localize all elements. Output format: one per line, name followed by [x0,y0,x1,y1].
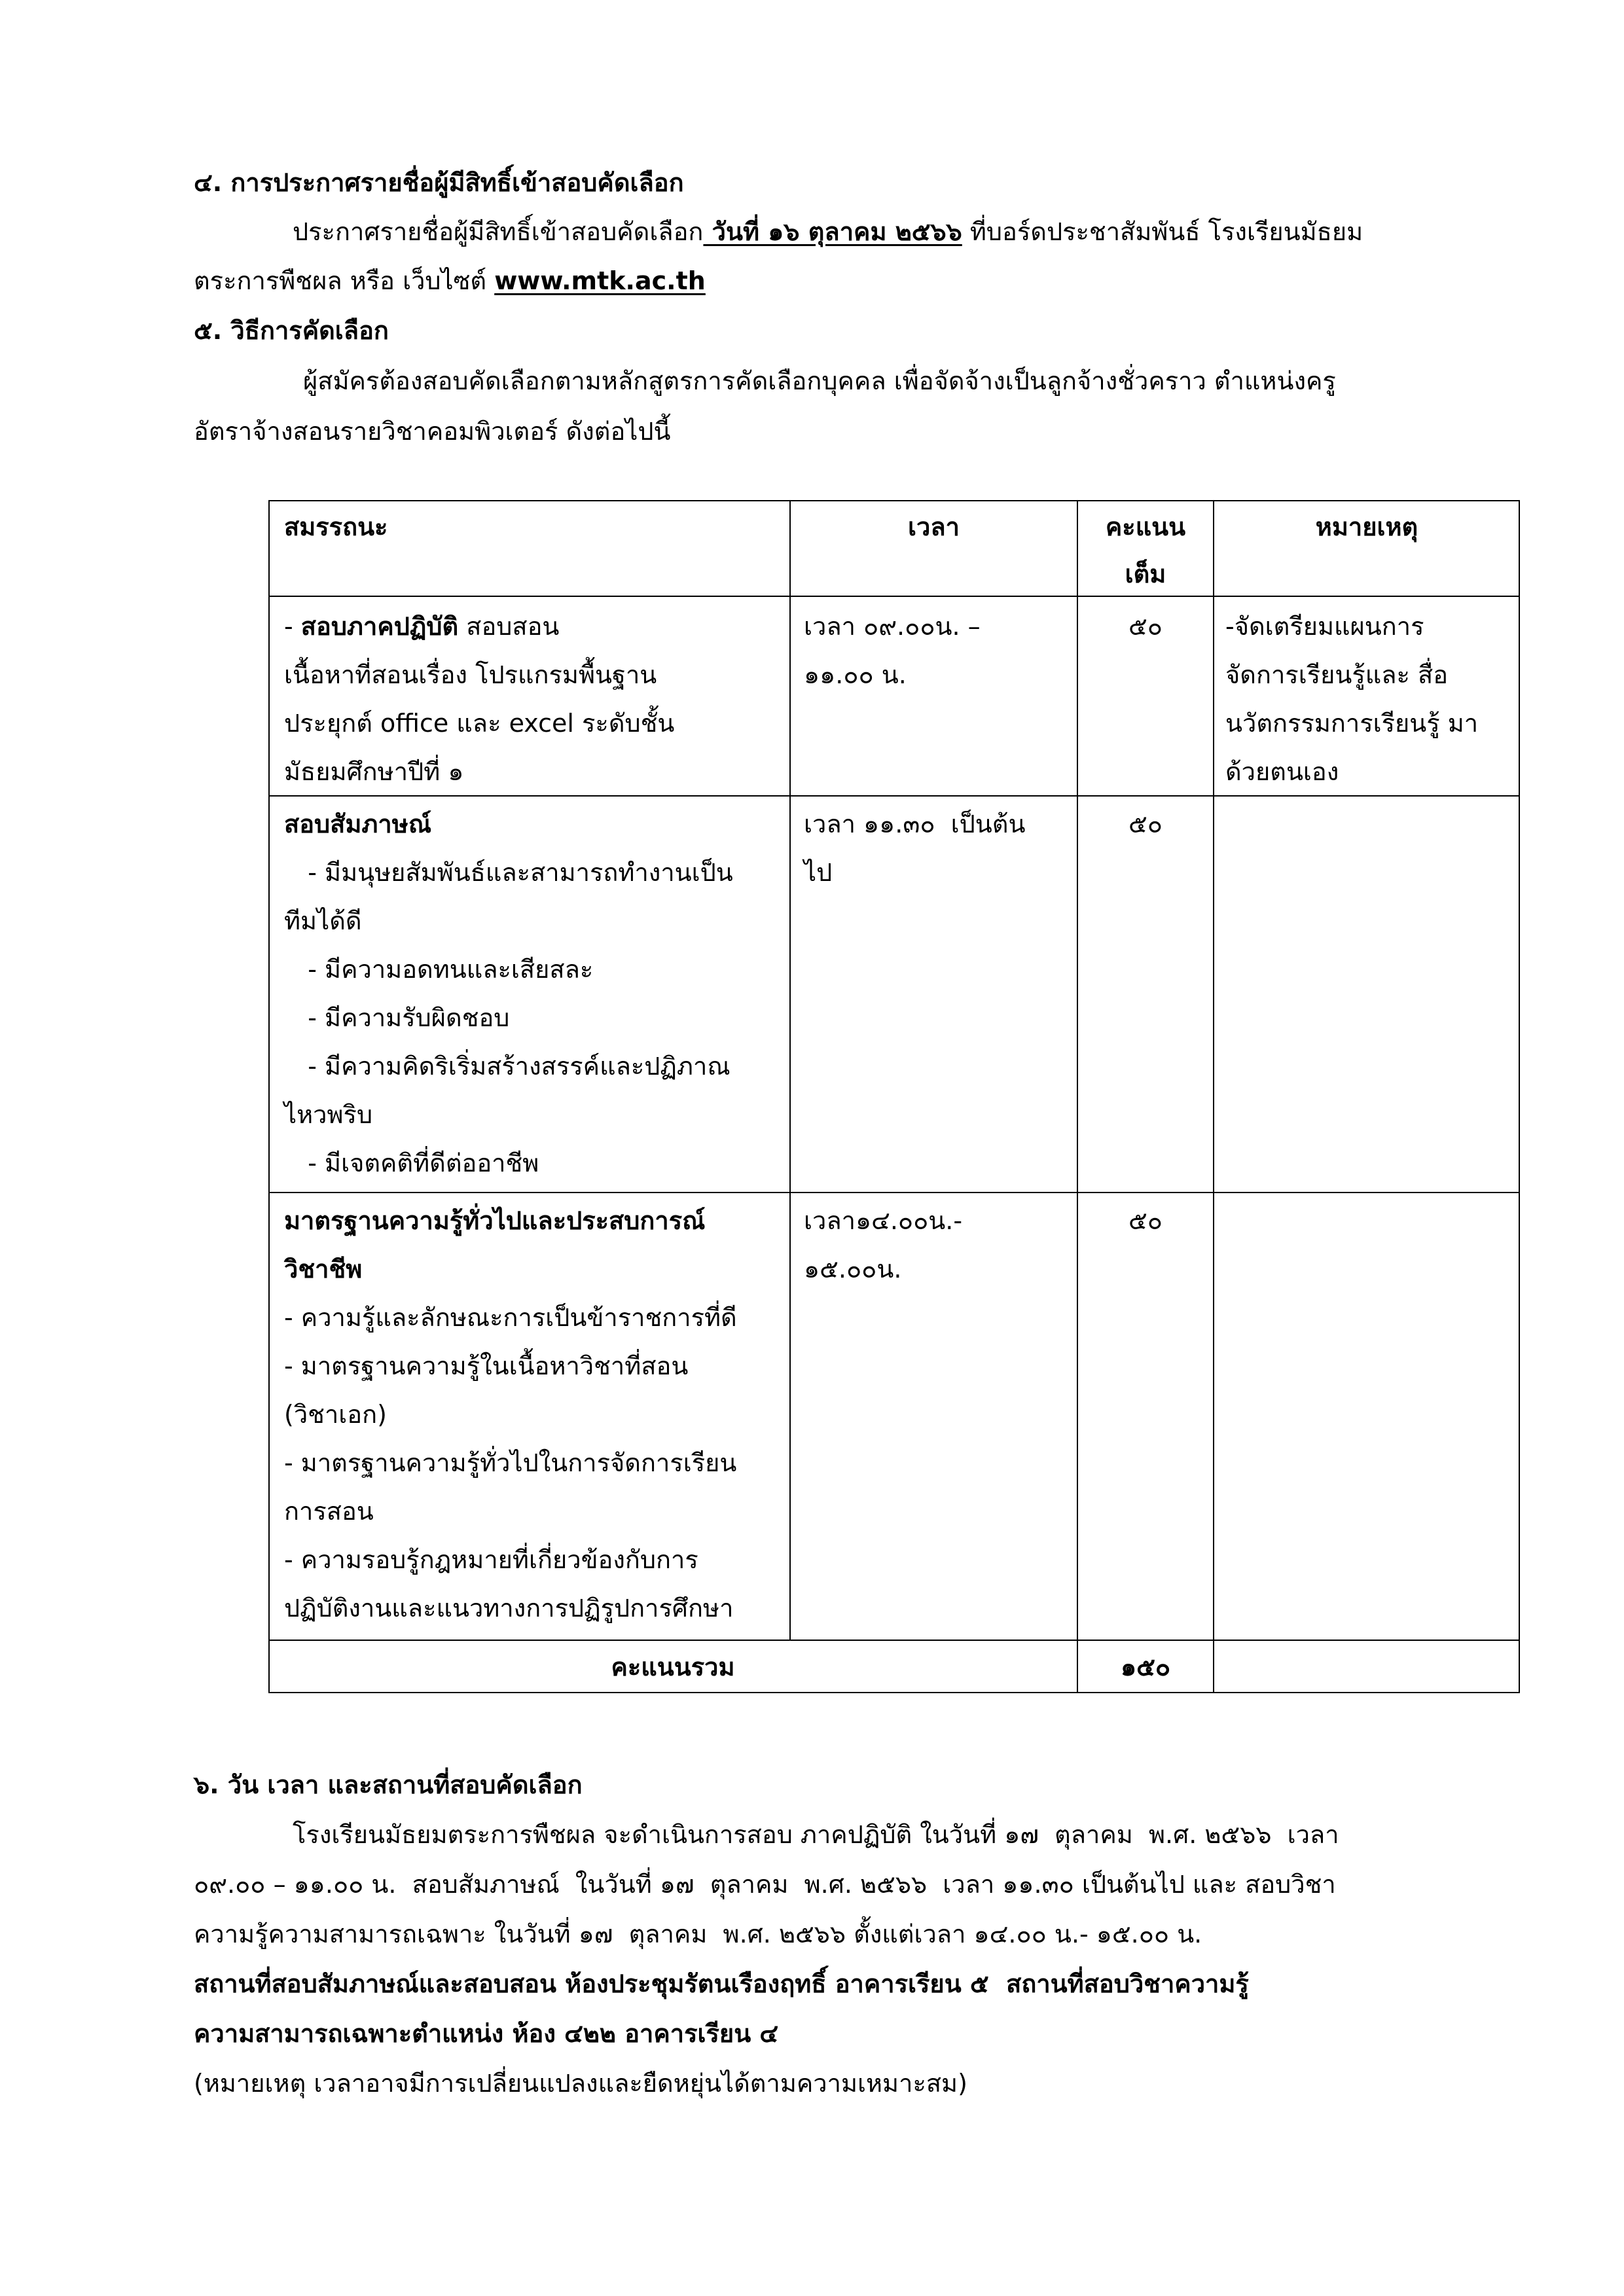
section5-line2: อัตราจ้างสอนรายวิชาคอมพิวเตอร์ ดังต่อไปนี้ [194,417,671,446]
section5-line1: ผู้สมัครต้องสอบคัดเลือกตามหลักสูตรการคัดเลือกบุคคล เพื่อจัดจ้างเป็นลูกจ้างชั่วคราว ตำแหน่งครู [303,367,1336,395]
row1-note-line1: -จัดเตรียมแผนการ [1225,612,1424,641]
row3-competency-line5: การสอน [284,1497,374,1526]
row1-time-line1: เวลา ๐๙.๐๐น. – [804,612,981,641]
header-score-line1: คะแนน [1105,512,1186,541]
row1-note-line4: ด้วยตนเอง [1225,757,1339,786]
row1-note-line3: นวัตกรรมการเรียนรู้ มา [1225,709,1479,738]
row1-time-line2: ๑๑.๐๐ น. [804,660,907,689]
section6-heading: ๖. วัน เวลา และสถานที่สอบคัดเลือก [194,1770,583,1799]
total-score: ๑๕๐ [1120,1653,1171,1681]
row1-competency-line4: มัธยมศึกษาปีที่ ๑ [284,757,464,786]
row3-competency-heading-line1: มาตรฐานความรู้ทั่วไปและประสบการณ์ [284,1206,706,1235]
row3-competency-line6: - ความรอบรู้กฎหมายที่เกี่ยวข้องกับการ [284,1545,698,1574]
section6-line3: ความรู้ความสามารถเฉพาะ ในวันที่ ๑๗ ตุลาคม พ.ศ. ๒๕๖๖ ตั้งแต่เวลา ๑๔.๐๐ น.- ๑๕.๐๐ น. [194,1920,1202,1948]
header-time: เวลา [908,512,960,541]
row2-competency-line3: - มีความอดทนและเสียสละ [284,955,594,984]
row3-time-line2: ๑๕.๐๐น. [804,1255,902,1283]
row3-competency-line3: (วิชาเอก) [284,1400,387,1429]
row2-competency-heading: สอบสัมภาษณ์ [284,810,432,838]
row1-competency-bold: สอบภาคปฏิบัติ [300,612,459,641]
row3-competency-line1: - ความรู้และลักษณะการเป็นข้าราชการที่ดี [284,1303,737,1332]
section4-line2-pre: ตระการพืชผล หรือ เว็บไซต์ [194,266,495,295]
header-competency: สมรรถนะ [284,512,388,541]
row3-competency-line7: ปฏิบัติงานและแนวทางการปฏิรูปการศึกษา [284,1594,734,1623]
total-label: คะแนนรวม [611,1653,735,1681]
website-link[interactable]: www.mtk.ac.th [494,266,706,295]
section6-line2: ๐๙.๐๐ – ๑๑.๐๐ น. สอบสัมภาษณ์ ในวันที่ ๑๗ ตุลาคม พ.ศ. ๒๕๖๖ เวลา ๑๑.๓๐ เป็นต้นไป และ สอบวิชา [194,1870,1336,1899]
row2-competency-line2: ทีมได้ดี [284,906,362,935]
row2-competency-line7: - มีเจตคติที่ดีต่ออาชีพ [284,1149,539,1177]
header-score-line2: เต็ม [1125,560,1166,588]
row3-time-line1: เวลา๑๔.๐๐น.- [804,1206,963,1235]
section6-note: (หมายเหตุ เวลาอาจมีการเปลี่ยนแปลงและยืดหยุ่นได้ตามความเหมาะสม) [194,2069,967,2098]
section4-line1-post: ที่บอร์ดประชาสัมพันธ์ โรงเรียนมัธยม [962,217,1363,246]
row3-score: ๕๐ [1128,1206,1163,1235]
row1-competency-line2: เนื้อหาที่สอนเรื่อง โปรแกรมพื้นฐาน [284,660,657,689]
row3-competency-line4: - มาตรฐานความรู้ทั่วไปในการจัดการเรียน [284,1448,737,1477]
row2-competency-line6: ไหวพริบ [284,1100,373,1129]
row3-competency-heading-line2: วิชาชีพ [284,1255,363,1283]
section6-venue-line1: สถานที่สอบสัมภาษณ์และสอบสอน ห้องประชุมรัตนเรืองฤทธิ์ อาคารเรียน ๕ สถานที่สอบวิชาความรู้ [194,1969,1249,1998]
row1-competency-line1: - สอบภาคปฏิบัติ สอบสอน [284,612,560,641]
row2-competency-line5: - มีความคิดริเริ่มสร้างสรรค์และปฏิภาณ [284,1052,731,1081]
row2-competency-line4: - มีความรับผิดชอบ [284,1003,510,1032]
selection-criteria-table [268,500,1520,1693]
row1-score: ๕๐ [1128,612,1163,641]
section4-line2 [194,263,706,298]
section6-line1: โรงเรียนมัธยมตระการพืชผล จะดำเนินการสอบ ภาคปฏิบัติ ในวันที่ ๑๗ ตุลาคม พ.ศ. ๒๕๖๖ เวลา [293,1820,1339,1849]
row2-time-line2: ไป [804,858,833,887]
row2-score: ๕๐ [1128,810,1163,838]
header-note: หมายเหตุ [1315,512,1418,541]
row2-time-line1: เวลา ๑๑.๓๐ เป็นต้น [804,810,1026,838]
section4-line1 [293,214,1363,249]
section6-venue-line2: ความสามารถเฉพาะตำแหน่ง ห้อง ๔๒๒ อาคารเรียน ๔ [194,2019,779,2048]
row2-competency-line1: - มีมนุษยสัมพันธ์และสามารถทำงานเป็น [284,858,733,887]
section4-heading: ๔. การประกาศรายชื่อผู้มีสิทธิ์เข้าสอบคัดเลือก [194,168,684,197]
row1-competency-line3: ประยุกต์ office และ excel ระดับชั้น [284,709,675,738]
announcement-date: วันที่ ๑๖ ตุลาคม ๒๕๖๖ [703,217,962,246]
section4-line1-pre: ประกาศรายชื่อผู้มีสิทธิ์เข้าสอบคัดเลือก [293,217,704,246]
row3-competency-line2: - มาตรฐานความรู้ในเนื้อหาวิชาที่สอน [284,1352,689,1380]
section5-heading: ๕. วิธีการคัดเลือก [194,316,389,345]
row1-note-line2: จัดการเรียนรู้และ สื่อ [1225,660,1449,689]
